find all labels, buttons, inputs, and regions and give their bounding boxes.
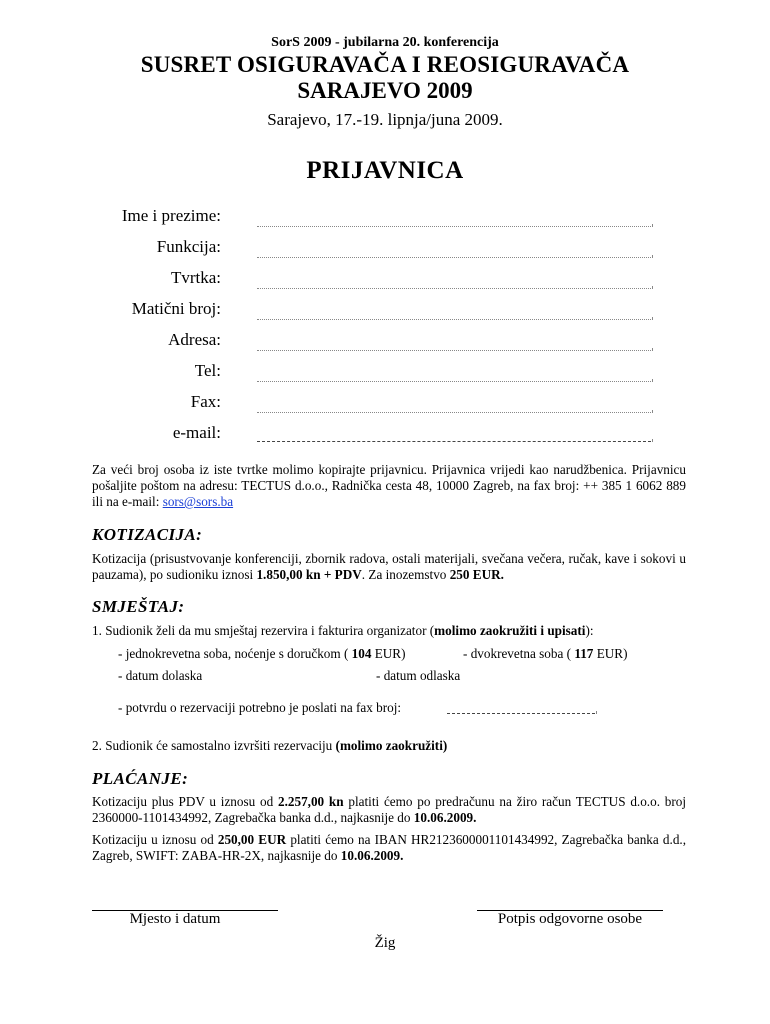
single-room-option[interactable]: - jednokrevetna soba, noćenje s doručkom ( 104 EUR) <box>118 646 406 661</box>
field-line-company[interactable] <box>257 288 651 289</box>
field-line-name[interactable] <box>257 226 651 227</box>
event-title-line1: SUSRET OSIGURAVAČA I REOSIGURAVAČA <box>140 52 630 77</box>
kotizacija-heading: KOTIZACIJA: <box>92 525 203 544</box>
stamp-label: Žig <box>374 935 396 951</box>
email-link[interactable]: sors@sors.ba <box>162 494 234 509</box>
field-line-function[interactable] <box>257 257 651 258</box>
field-line-registration-number[interactable] <box>257 319 651 320</box>
event-title-line2: SARAJEVO 2009 <box>297 78 473 103</box>
double-room-option[interactable]: - dvokrevetna soba ( 117 EUR) <box>463 646 628 661</box>
form-title: PRIJAVNICA <box>306 157 464 184</box>
fee-amount: 1.850,00 kn + PDV <box>256 567 362 582</box>
kotizacija-paragraph: Kotizacija (prisustvovanje konferenciji, zbornik radova, ostali materijali, svečana večera, ručak, kave i sokovi u pauzama), po sudioniku iznosi 1.850,00 kn + PDV. Za inozemstvo 250 EUR. <box>92 551 686 582</box>
field-line-fax[interactable] <box>257 412 651 413</box>
event-dates: Sarajevo, 17.-19. lipnja/juna 2009. <box>267 110 503 129</box>
conference-subtitle: SorS 2009 - jubilarna 20. konferencija <box>271 35 499 50</box>
field-line-address[interactable] <box>257 350 651 351</box>
arrival-date-label: - datum dolaska <box>118 668 203 683</box>
payment-paragraph-1: Kotizaciju plus PDV u iznosu od 2.257,00 kn platiti ćemo po predračunu na žiro račun TECTUS d.o.o. broj 2360000-1101434992, Zagrebačka banka d.d., najkasnije do 10.06.2009. <box>92 794 687 825</box>
fee-foreign: 250 EUR. <box>449 567 504 582</box>
field-label-fax: Fax: <box>190 392 221 411</box>
fax-confirmation-label: - potvrdu o rezervaciji potrebno je poslati na fax broj: <box>118 700 402 715</box>
field-label-company: Tvrtka: <box>170 268 221 287</box>
field-label-registration-number: Matični broj: <box>131 299 221 318</box>
smjestaj-heading: SMJEŠTAJ: <box>92 597 185 616</box>
placanje-heading: PLAĆANJE: <box>92 769 189 788</box>
field-label-function: Funkcija: <box>156 237 221 256</box>
signature-label: Potpis odgovorne osobe <box>497 911 643 927</box>
field-label-name: Ime i prezime: <box>121 206 221 225</box>
departure-date-label: - datum odlaska <box>376 668 461 683</box>
intro-paragraph: Za veći broj osoba iz iste tvrtke molimo kopirajte prijavnicu. Prijavnica vrijedi kao narudžbenica. Prijavnicu pošaljite poštom na adresu: TECTUS d.o.o., Radnička cesta 48, 10000 Zagreb, na fax broj: ++ 385 1 6062 889 ili na e-mail: sors@sors.ba <box>92 462 686 509</box>
accommodation-option-1: 1. Sudionik želi da mu smještaj rezervira i fakturira organizator (molimo zaokružiti i upisati): <box>92 623 594 638</box>
field-line-email[interactable] <box>257 441 651 442</box>
field-label-tel: Tel: <box>194 361 221 380</box>
field-label-address: Adresa: <box>168 330 221 349</box>
field-line-tel[interactable] <box>257 381 651 382</box>
payment-paragraph-2: Kotizaciju u iznosu od 250,00 EUR platiti ćemo na IBAN HR2123600001101434992, Zagrebačka banka d.d., Zagreb, SWIFT: ZABA-HR-2X, najkasnije do 10.06.2009. <box>92 832 687 863</box>
field-label-email: e-mail: <box>172 423 221 442</box>
place-date-label: Mjesto i datum <box>129 911 221 927</box>
accommodation-option-2[interactable]: 2. Sudionik će samostalno izvršiti rezervaciju (molimo zaokružiti) <box>92 738 448 753</box>
fax-confirmation-line[interactable] <box>447 713 595 714</box>
